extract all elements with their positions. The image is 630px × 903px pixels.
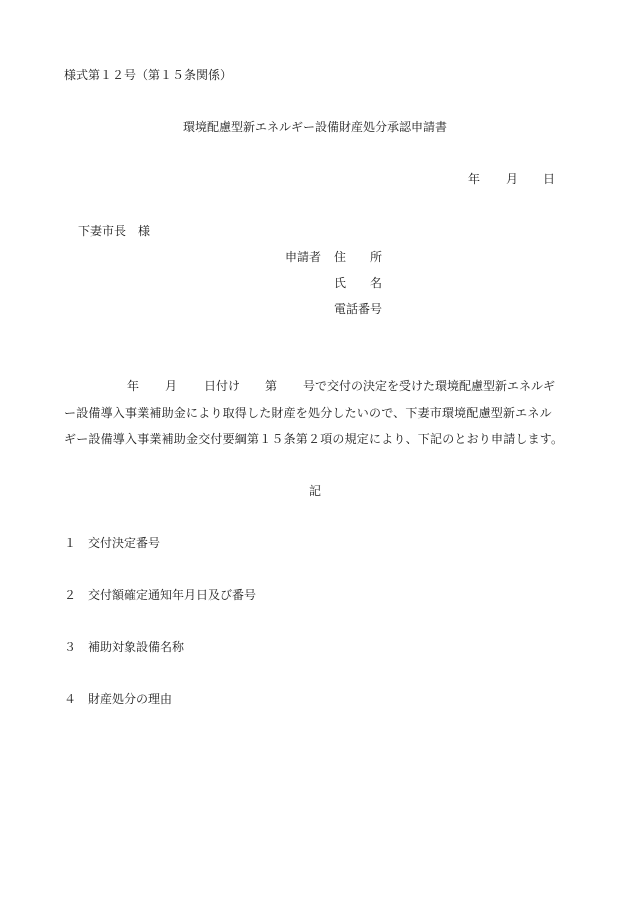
applicant-label: 申請者	[285, 250, 322, 264]
item-number: ４	[64, 692, 77, 706]
applicant-name-label: 氏 名	[334, 276, 383, 290]
body-dated-label: 日付け	[204, 379, 241, 393]
note-heading: 記	[308, 484, 321, 498]
item-label: 交付額確定通知年月日及び番号	[88, 588, 257, 602]
date-month-label: 月	[506, 172, 519, 186]
body-line-3: ギー設備導入事業補助金交付要綱第１５条第２項の規定により、下記のとおり申請します。	[64, 432, 564, 446]
addressee: 下妻市長 様	[78, 224, 151, 238]
item-number: ３	[64, 640, 77, 654]
date-day-label: 日	[543, 172, 556, 186]
body-no-label: 第	[265, 379, 278, 393]
list-item	[64, 639, 184, 655]
document-title: 環境配慮型新エネルギー設備財産処分承認申請書	[182, 120, 447, 134]
list-item	[64, 535, 160, 551]
item-number: ２	[64, 588, 77, 602]
form-number: 様式第１２号（第１５条関係）	[64, 68, 233, 82]
body-year-label: 年	[127, 379, 140, 393]
applicant-address-label: 住 所	[334, 250, 383, 264]
applicant-phone-label: 電話番号	[334, 302, 383, 316]
item-label: 交付決定番号	[88, 536, 161, 550]
list-item	[64, 691, 172, 707]
body-line-2: ー設備導入事業補助金により取得した財産を処分したいので、下妻市環境配慮型新エネル	[64, 406, 552, 420]
item-label: 財産処分の理由	[88, 692, 173, 706]
date-year-label: 年	[468, 172, 481, 186]
body-month-label: 月	[165, 379, 178, 393]
list-item	[64, 587, 256, 603]
body-line-1-rest: 号で交付の決定を受けた環境配慮型新エネルギ	[303, 379, 556, 393]
item-number: １	[64, 536, 77, 550]
item-label: 補助対象設備名称	[88, 640, 185, 654]
